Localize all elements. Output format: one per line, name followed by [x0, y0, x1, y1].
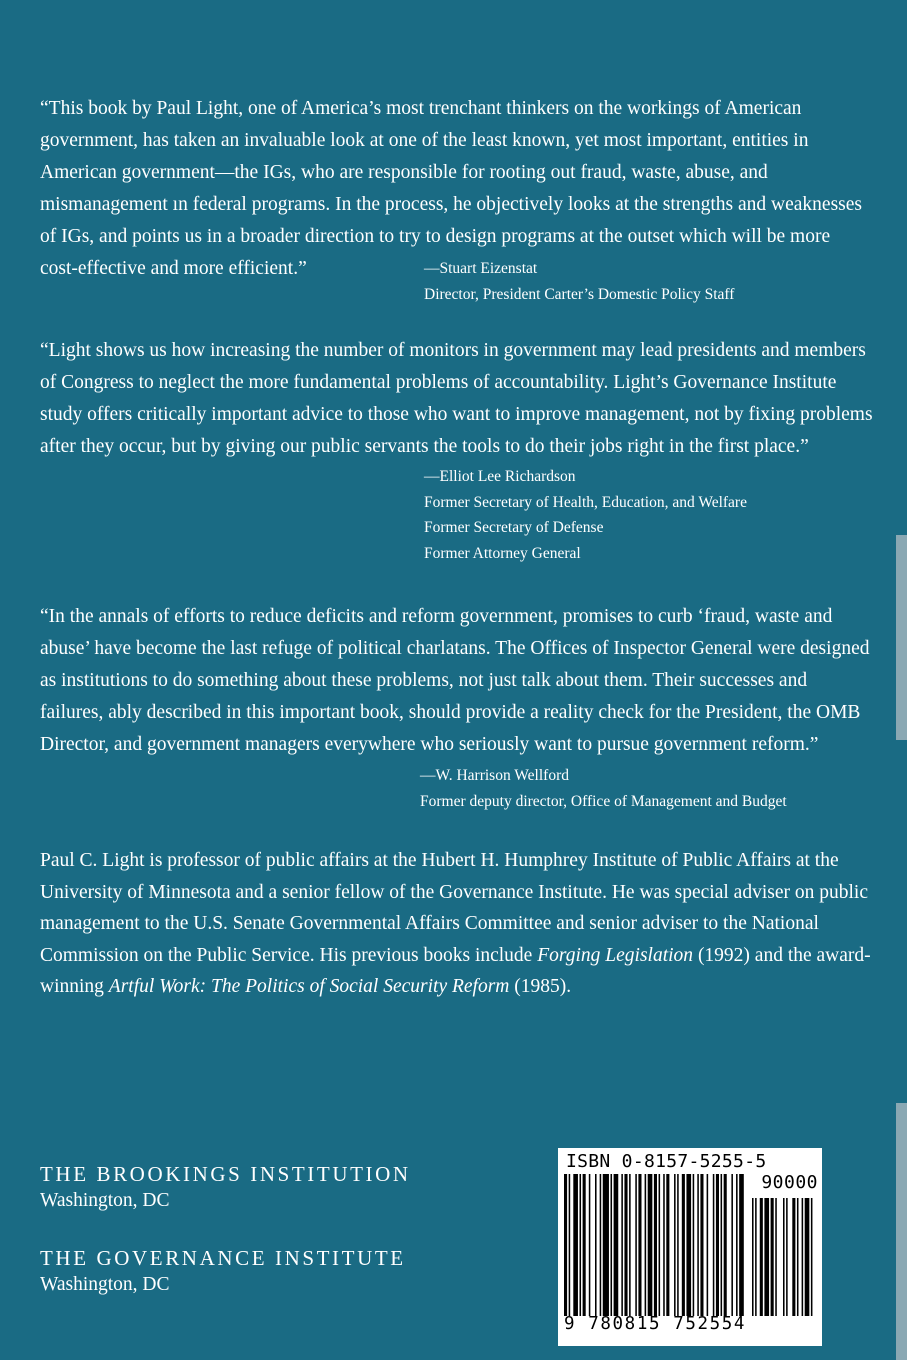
publisher-brookings-name: THE BROOKINGS INSTITUTION: [40, 1162, 411, 1186]
publisher-governance-location: Washington, DC: [40, 1274, 170, 1295]
barcode-bar: [580, 1174, 582, 1316]
barcode-addon-bar: [771, 1198, 774, 1316]
quote-line: Director, and government managers everywhere who seriously want to pursue government reform.”: [40, 734, 819, 755]
author-bio: [40, 845, 871, 1003]
barcode-addon-bar: [755, 1198, 757, 1316]
price-code: 90000: [761, 1172, 818, 1193]
barcode-bar: [721, 1174, 723, 1316]
book-title-forging-legislation: Forging Legislation: [537, 944, 694, 966]
attribution-title: Former deputy director, Office of Management and Budget: [420, 792, 787, 810]
attribution-title: Former Secretary of Health, Education, and Welfare: [424, 493, 747, 511]
barcode-bar: [693, 1174, 695, 1316]
barcode-addon-bar: [752, 1198, 754, 1316]
barcode-bar: [600, 1174, 602, 1316]
quote-line: of Congress to neglect the more fundamental problems of accountability. Light’s Governance Institute: [40, 372, 837, 393]
quote-richardson: [40, 335, 873, 463]
bio-text: winning: [40, 976, 109, 997]
barcode-bar: [624, 1174, 627, 1316]
barcode-bar: [614, 1174, 619, 1316]
barcode-bar: [697, 1174, 699, 1316]
barcode-bar: [635, 1174, 637, 1316]
quote-line: “This book by Paul Light, one of America’s most trenchant thinkers on the workings of American: [40, 98, 802, 119]
barcode-bars: [564, 1174, 816, 1316]
quote-wellford: [40, 601, 870, 761]
quote-line: American government—the IGs, who are responsible for rooting out fraud, waste, abuse, and: [40, 162, 768, 183]
attribution-title: Director, President Carter’s Domestic Policy Staff: [424, 285, 735, 303]
quote-line: cost-effective and more efficient.”: [40, 258, 307, 279]
attribution-wellford: [420, 763, 787, 814]
barcode-bar: [654, 1174, 657, 1316]
barcode-addon-bar: [802, 1198, 804, 1316]
barcode-bar: [645, 1174, 647, 1316]
barcode-bar: [659, 1174, 661, 1316]
attribution-name: —W. Harrison Wellford: [420, 767, 569, 784]
attribution-name: —Stuart Eizenstat: [424, 260, 538, 277]
barcode-bar: [573, 1174, 578, 1316]
barcode-bar: [611, 1174, 613, 1316]
ean-number: 9 780815 752554: [564, 1314, 747, 1334]
attribution-eizenstat: [424, 256, 734, 307]
bio-line: [40, 971, 840, 1003]
quote-line: study offers critically important advice to those who want to improve management, not by fixing problems: [40, 404, 873, 425]
barcode-bar: [638, 1174, 641, 1316]
barcode-bar: [731, 1174, 733, 1316]
bio-text: (1992) and the award-: [693, 944, 871, 966]
barcode-bar: [677, 1174, 679, 1316]
barcode-addon-bar: [760, 1198, 763, 1316]
barcode-addon-bar: [764, 1198, 769, 1316]
book-title-artful-work: Artful Work: The Politics of Social Security Reform: [108, 976, 510, 997]
barcode-addon-bar: [786, 1198, 788, 1316]
quote-line: of IGs, and points us in a broader direction to try to design programs at the outset which will be more: [40, 226, 831, 247]
publisher-governance-name: THE GOVERNANCE INSTITUTE: [40, 1246, 406, 1270]
barcode-addon-bar: [783, 1198, 785, 1316]
barcode-bar: [621, 1174, 623, 1316]
barcode-bar: [629, 1174, 631, 1316]
barcode-bar: [736, 1174, 738, 1316]
bio-line: University of Minnesota and a senior fellow of the Governance Institute. He was special adviser on public: [40, 881, 868, 903]
barcode-addon-bar: [811, 1198, 813, 1316]
barcode-bar: [583, 1174, 586, 1316]
barcode-bar: [666, 1174, 669, 1316]
attribution-richardson: [424, 464, 747, 566]
attribution-title: Former Secretary of Defense: [424, 519, 604, 536]
edge-bar-top: [896, 535, 907, 740]
barcode-bar: [663, 1174, 665, 1316]
bio-text: Commission on the Public Service. His previous books include: [40, 944, 538, 966]
barcode-bar: [724, 1174, 727, 1316]
barcode-addon-bar: [805, 1198, 810, 1316]
quote-line: abuse’ have become the last refuge of political charlatans. The Offices of Inspector General were designed: [40, 638, 870, 659]
quote-line: as institutions to do something about these problems, not just talk about them. Their successes and: [40, 670, 808, 691]
quote-line: “In the annals of efforts to reduce deficits and reform government, promises to curb ‘fraud, waste and: [40, 606, 833, 627]
publisher-brookings-location: Washington, DC: [40, 1190, 170, 1211]
barcode-bar: [589, 1174, 591, 1316]
quote-line: after they occur, but by giving our public servants the tools to do their jobs right in the first place.”: [40, 436, 809, 457]
barcode-bar: [603, 1174, 609, 1316]
barcode-bar: [564, 1174, 567, 1316]
quote-line: “Light shows us how increasing the number of monitors in government may lead presidents and members: [40, 340, 866, 361]
bio-line: Paul C. Light is professor of public affairs at the Hubert H. Humphrey Institute of Public Affairs at the: [40, 850, 839, 871]
edge-bar-bottom: [896, 1103, 907, 1360]
bio-line: [40, 940, 871, 972]
quote-line: mismanagement ın federal programs. In the process, he objectively looks at the strengths and weaknesses: [40, 194, 863, 215]
barcode-bar: [716, 1174, 719, 1316]
barcode-addon-bar: [797, 1198, 799, 1316]
attribution-title: Former Attorney General: [424, 544, 581, 562]
barcode-bar: [700, 1174, 703, 1316]
quote-line: government, has taken an invaluable look at one of the least known, yet most important, entities in: [40, 130, 809, 151]
barcode-bar: [595, 1174, 597, 1316]
isbn-number: ISBN 0-8157-5255-5: [566, 1151, 767, 1172]
barcode-bar: [707, 1174, 709, 1316]
barcode-addon-bar: [792, 1198, 795, 1316]
barcode-bar: [713, 1174, 715, 1316]
attribution-name: —Elliot Lee Richardson: [424, 468, 576, 485]
isbn-barcode: [558, 1148, 822, 1346]
bio-line: management to the U.S. Senate Governmental Affairs Committee and senior adviser to the National: [40, 913, 819, 934]
barcode-bar: [739, 1174, 744, 1316]
bio-text: (1985).: [509, 976, 572, 997]
barcode-bar: [682, 1174, 685, 1316]
barcode-addon-bar: [775, 1198, 777, 1316]
barcode-bar: [686, 1174, 691, 1316]
barcode-bar: [569, 1174, 571, 1316]
barcode-bar: [648, 1174, 653, 1316]
barcode-bar: [674, 1174, 676, 1316]
quote-line: failures, ably described in this important book, should provide a reality check for the President, the OMB: [40, 702, 861, 723]
